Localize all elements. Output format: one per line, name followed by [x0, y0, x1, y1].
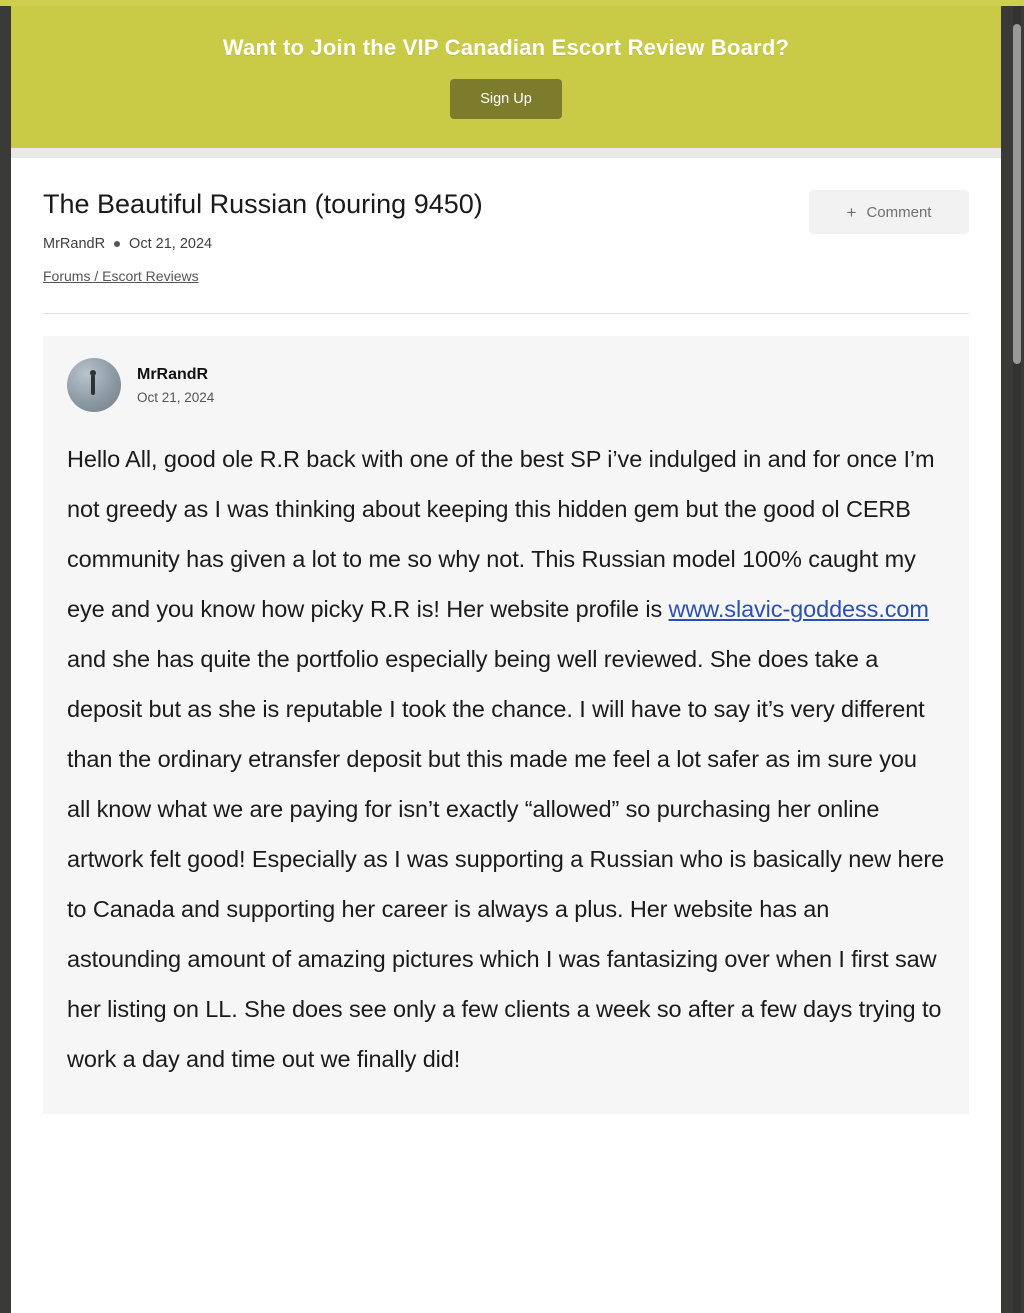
breadcrumb[interactable]: Forums / Escort Reviews	[43, 268, 199, 285]
sign-up-button[interactable]: Sign Up	[450, 79, 562, 119]
post-text-part1: Hello All, good ole R.R back with one of the best SP i’ve indulged in and for once I’m not greedy as I was thinking about keeping this hidden gem but the good ol CERB community has given a lot to me so why not. This Russian model 100% caught my eye and you know how picky R.R is! Her website profile is	[67, 446, 935, 623]
thread-card	[11, 158, 1001, 1313]
vip-promo-banner	[11, 6, 1001, 148]
plus-icon: +	[846, 202, 857, 222]
header-divider	[43, 313, 969, 314]
thread-author: MrRandR	[43, 236, 106, 253]
avatar[interactable]	[67, 358, 121, 412]
post-author[interactable]: MrRandR	[137, 365, 209, 383]
scrollbar-thumb[interactable]	[1013, 24, 1021, 364]
promo-title: Want to Join the VIP Canadian Escort Review Board?	[222, 35, 790, 60]
comment-button[interactable]	[809, 190, 969, 234]
post-date: Oct 21, 2024	[137, 389, 215, 405]
user-avatar-icon	[91, 375, 95, 395]
post-item	[43, 336, 969, 1114]
thread-header	[43, 188, 969, 296]
comment-button-label: Comment	[866, 203, 932, 221]
page-content	[11, 6, 1001, 1313]
meta-separator-dot	[114, 241, 120, 247]
page-title: The Beautiful Russian (touring 9450)	[43, 189, 483, 219]
post-body	[67, 434, 945, 1084]
post-author-block	[137, 366, 214, 405]
thread-meta	[43, 236, 969, 252]
thread-date: Oct 21, 2024	[129, 236, 213, 253]
post-header	[67, 358, 945, 412]
post-external-link[interactable]: www.slavic-goddess.com	[668, 596, 929, 623]
post-text-part2: and she has quite the portfolio especially being well reviewed. She does take a deposit but as she is reputable I took the chance. I will have to say it’s very different than the ordinary etransfer deposit but this made me feel a lot safer as im sure you all know what we are paying for isn’t exactly “allowed” so purchasing her online artwork felt good! Especially as I was supporting a Russian who is basically new here to Canada and supporting her career is always a plus. Her website has an astounding amount of amazing pictures which I was fantasizing over when I first saw her listing on LL. She does see only a few clients a week so after a few days trying to work a day and time out we finally did!	[67, 646, 945, 1073]
